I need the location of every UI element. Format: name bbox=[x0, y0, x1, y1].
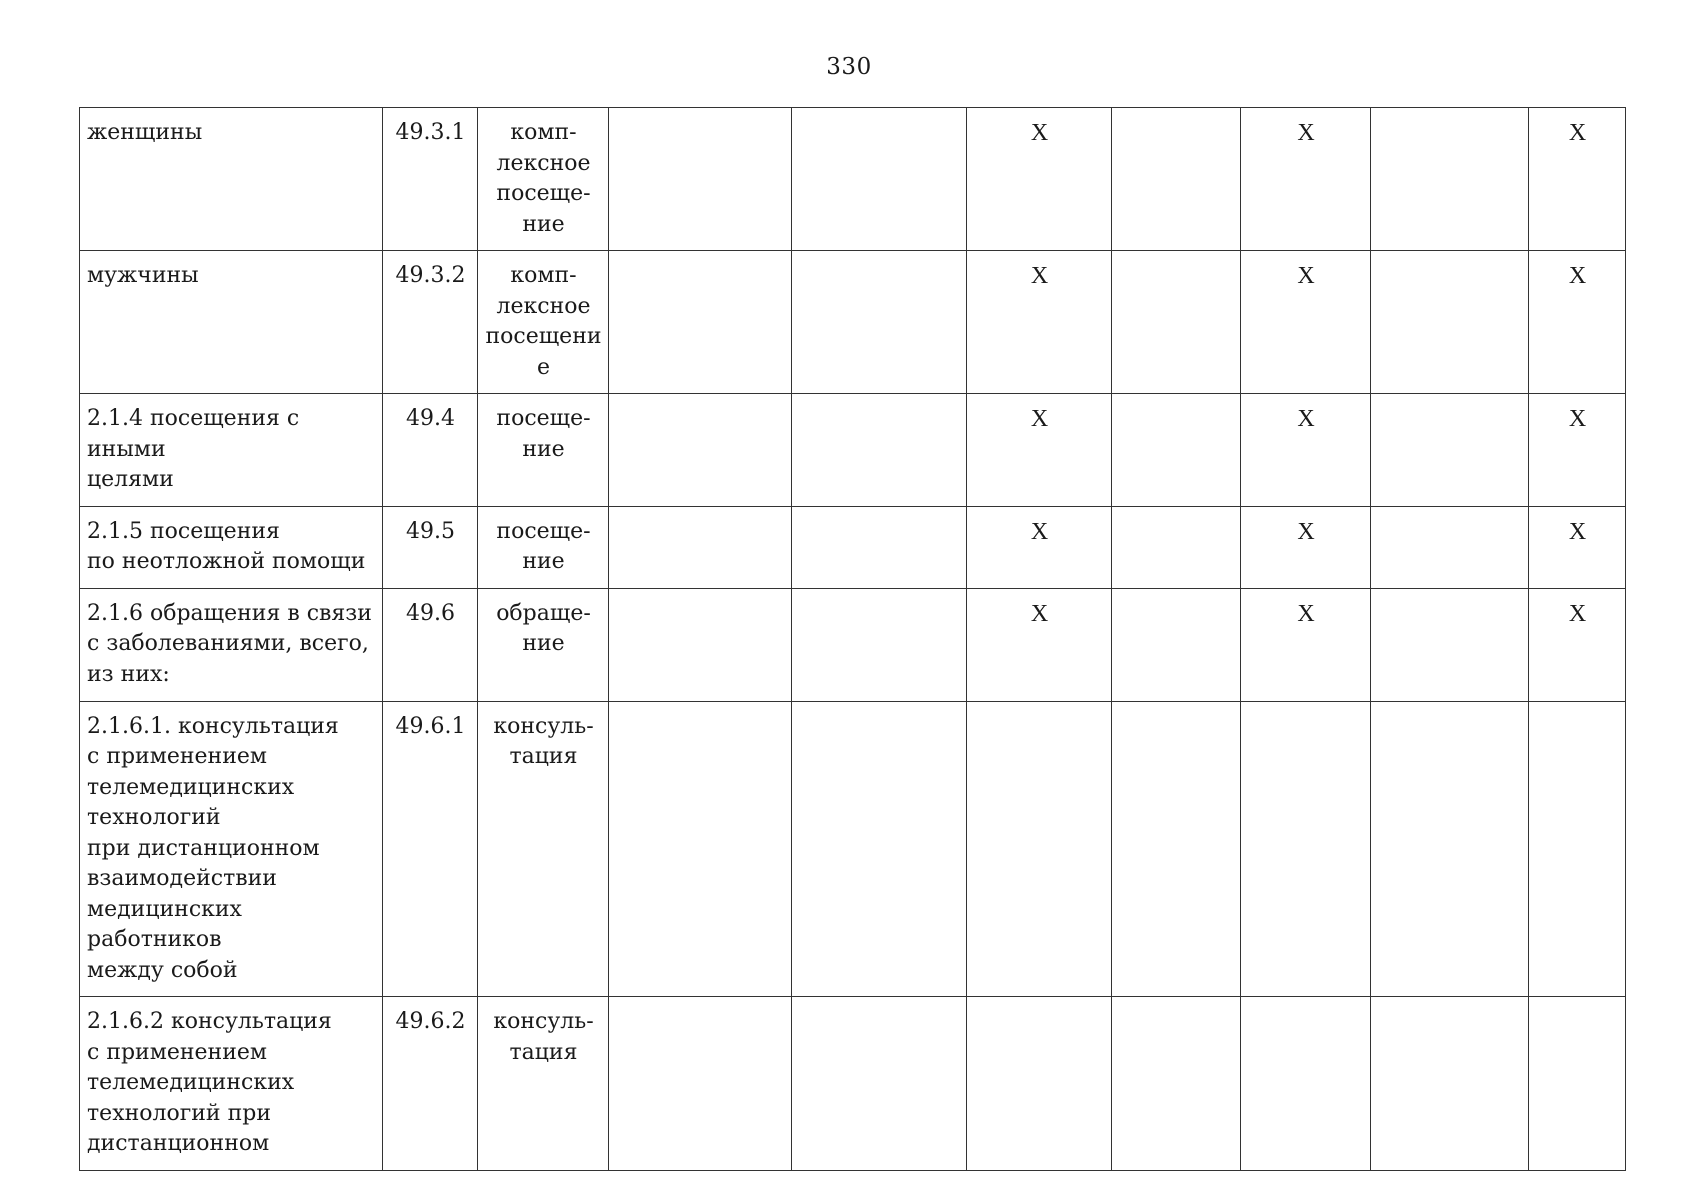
table-cell bbox=[1241, 997, 1371, 1171]
table-cell bbox=[1112, 394, 1241, 507]
table-cell bbox=[1529, 997, 1626, 1171]
table-cell: X bbox=[967, 394, 1112, 507]
table-cell bbox=[1241, 701, 1371, 997]
table-cell bbox=[609, 251, 792, 394]
table-cell bbox=[609, 701, 792, 997]
table-cell: X bbox=[1241, 108, 1371, 251]
row-unit: посеще- ние bbox=[478, 394, 609, 507]
table-row bbox=[80, 997, 1626, 1171]
table-cell bbox=[792, 251, 967, 394]
table-cell bbox=[1371, 506, 1529, 588]
table-cell: X bbox=[967, 588, 1112, 701]
table-cell bbox=[609, 506, 792, 588]
table-cell bbox=[1371, 701, 1529, 997]
table-body bbox=[80, 108, 1626, 1171]
data-table bbox=[79, 107, 1626, 1171]
table-cell bbox=[1371, 394, 1529, 507]
table-cell bbox=[792, 588, 967, 701]
table-cell bbox=[792, 997, 967, 1171]
table-row bbox=[80, 701, 1626, 997]
table-cell: X bbox=[1529, 251, 1626, 394]
row-code: 49.6.1 bbox=[383, 701, 478, 997]
table-cell bbox=[1371, 588, 1529, 701]
table-cell bbox=[1112, 588, 1241, 701]
row-name: 2.1.6.2 консультация с применением телемедицинских технологий при дистанционном bbox=[80, 997, 383, 1171]
row-unit: обраще- ние bbox=[478, 588, 609, 701]
row-name: мужчины bbox=[80, 251, 383, 394]
table-cell bbox=[792, 108, 967, 251]
row-code: 49.6.2 bbox=[383, 997, 478, 1171]
table-cell bbox=[792, 394, 967, 507]
row-unit: комп- лексное посеще- ние bbox=[478, 108, 609, 251]
row-name: 2.1.4 посещения с иными целями bbox=[80, 394, 383, 507]
table-cell: X bbox=[1529, 108, 1626, 251]
table-cell bbox=[792, 701, 967, 997]
table-row bbox=[80, 251, 1626, 394]
table-cell bbox=[609, 997, 792, 1171]
page-number: 330 bbox=[826, 54, 872, 80]
table-cell bbox=[967, 701, 1112, 997]
table-cell: X bbox=[967, 506, 1112, 588]
row-unit: комп- лексное посещени е bbox=[478, 251, 609, 394]
table-cell: X bbox=[1241, 251, 1371, 394]
table-cell: X bbox=[1241, 506, 1371, 588]
table-cell bbox=[1112, 251, 1241, 394]
table-cell bbox=[609, 108, 792, 251]
table-cell bbox=[1112, 506, 1241, 588]
table-cell: X bbox=[1529, 394, 1626, 507]
row-unit: посеще- ние bbox=[478, 506, 609, 588]
table-cell: X bbox=[1529, 506, 1626, 588]
row-code: 49.6 bbox=[383, 588, 478, 701]
table-cell bbox=[609, 588, 792, 701]
table-row bbox=[80, 108, 1626, 251]
row-name: женщины bbox=[80, 108, 383, 251]
table-row bbox=[80, 394, 1626, 507]
row-code: 49.5 bbox=[383, 506, 478, 588]
row-code: 49.4 bbox=[383, 394, 478, 507]
table-cell bbox=[967, 997, 1112, 1171]
row-name: 2.1.6 обращения в связи с заболеваниями, всего, из них: bbox=[80, 588, 383, 701]
table-cell bbox=[1529, 701, 1626, 997]
table-cell: X bbox=[1241, 394, 1371, 507]
table-cell: X bbox=[967, 108, 1112, 251]
table-cell bbox=[1112, 701, 1241, 997]
table-cell: X bbox=[1241, 588, 1371, 701]
table-row bbox=[80, 506, 1626, 588]
row-name: 2.1.6.1. консультация с применением телемедицинских технологий при дистанционном взаимодействии медицинских работников между собой bbox=[80, 701, 383, 997]
table-cell bbox=[1371, 251, 1529, 394]
table-cell: X bbox=[967, 251, 1112, 394]
row-code: 49.3.1 bbox=[383, 108, 478, 251]
row-name: 2.1.5 посещения по неотложной помощи bbox=[80, 506, 383, 588]
table-cell bbox=[1371, 997, 1529, 1171]
row-unit: консуль- тация bbox=[478, 997, 609, 1171]
table-cell bbox=[1112, 997, 1241, 1171]
table-cell bbox=[1112, 108, 1241, 251]
table-cell bbox=[1371, 108, 1529, 251]
row-unit: консуль- тация bbox=[478, 701, 609, 997]
table-cell bbox=[609, 394, 792, 507]
table-cell: X bbox=[1529, 588, 1626, 701]
row-code: 49.3.2 bbox=[383, 251, 478, 394]
table-cell bbox=[792, 506, 967, 588]
table-row bbox=[80, 588, 1626, 701]
